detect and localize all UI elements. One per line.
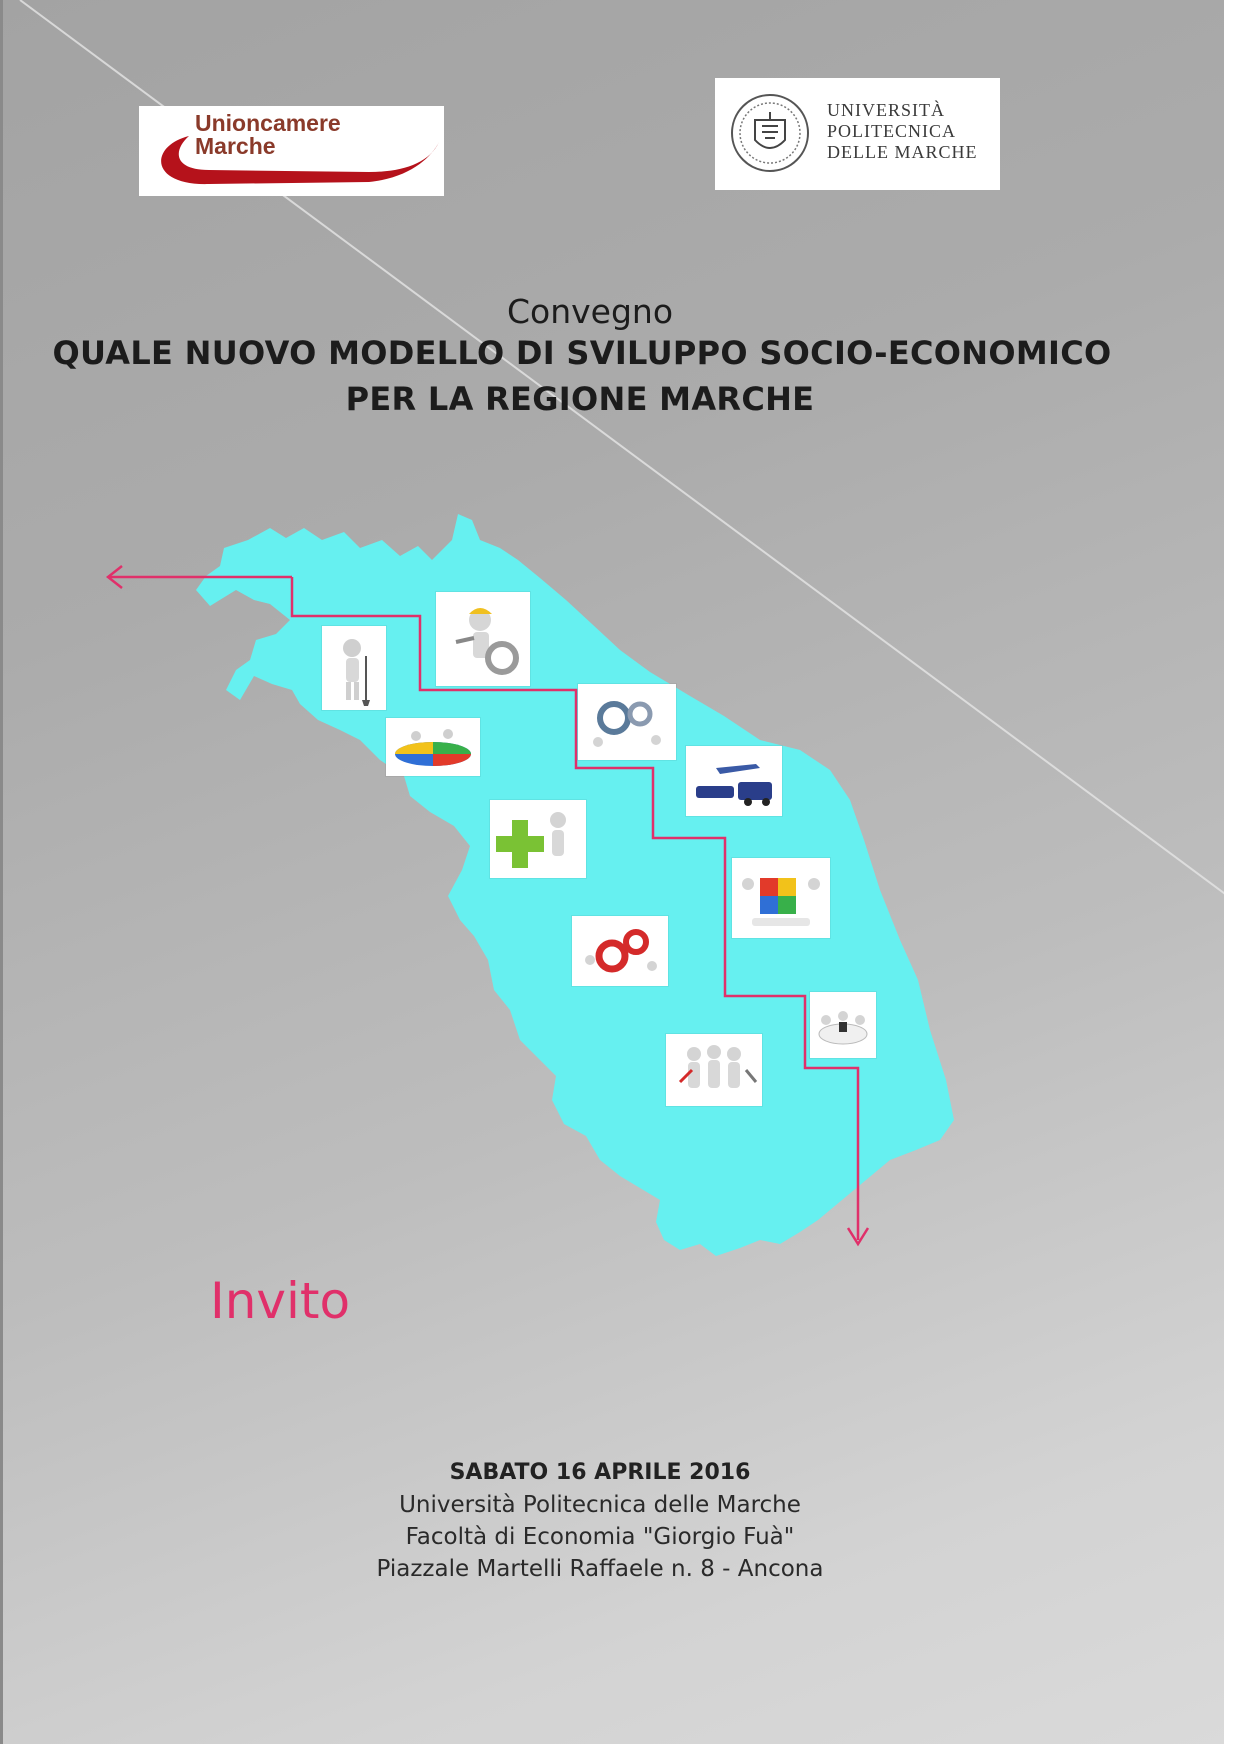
tools-team-icon bbox=[666, 1034, 762, 1106]
invite-label: Invito bbox=[210, 1272, 351, 1330]
venue-address: Piazzale Martelli Raffaele n. 8 - Ancona bbox=[376, 1556, 824, 1582]
event-title-line2: PER LA REGIONE MARCHE bbox=[345, 380, 815, 418]
meeting-table-icon bbox=[810, 992, 876, 1058]
venue-line: Università Politecnica delle Marche bbox=[399, 1492, 801, 1518]
red-gears-push-icon bbox=[572, 916, 668, 986]
marche-region-shape bbox=[196, 514, 954, 1256]
event-info bbox=[0, 1460, 1200, 1585]
transport-logistics-icon bbox=[686, 746, 782, 816]
event-title-line1: QUALE NUOVO MODELLO DI SVILUPPO SOCIO-ECONOMICO bbox=[52, 334, 1112, 372]
puzzle-cooperation-icon bbox=[732, 858, 830, 938]
page-right-edge bbox=[1224, 0, 1240, 1754]
health-cross-icon bbox=[490, 800, 586, 878]
engineer-with-gears-icon bbox=[436, 592, 530, 686]
event-date: SABATO 16 APRILE 2016 bbox=[449, 1460, 751, 1485]
team-pie-chart-icon bbox=[386, 718, 480, 776]
worker-with-shovel-icon bbox=[322, 626, 386, 710]
gears-teamwork-icon bbox=[578, 684, 676, 760]
venue-line: Facoltà di Economia "Giorgio Fuà" bbox=[405, 1524, 795, 1550]
event-type-label: Convegno bbox=[506, 292, 674, 331]
page-bottom-edge bbox=[0, 1744, 1240, 1754]
unioncamere-name: Unioncamere Marche bbox=[195, 110, 341, 159]
univpm-name: UNIVERSITÀ POLITECNICA DELLE MARCHE bbox=[827, 100, 978, 162]
